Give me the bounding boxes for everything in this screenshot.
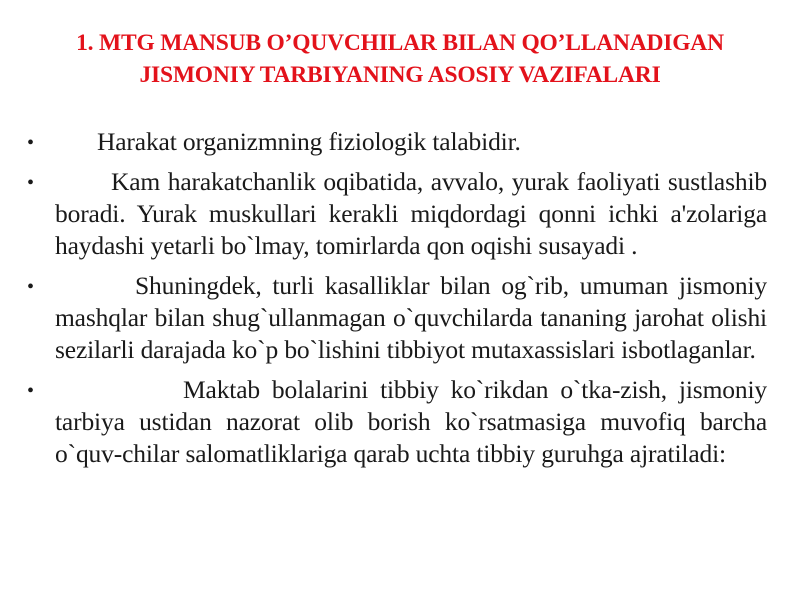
bullet-item [0, 374, 800, 470]
bullet-item [0, 166, 800, 262]
slide-title-line-2: JISMONIY TARBIYANING ASOSIY VAZIFALARI [139, 62, 661, 88]
bullet-item [0, 270, 800, 366]
bullet-text: Kam harakatchanlik oqibatida, avvalo, yurak faoliyati sustlashib boradi. Yurak muskullari kerakli miqdordagi qonni ichki a'zolariga haydashi yetarli bo`lmay, tomirlarda qon oqishi susayadi . [55, 167, 767, 260]
bullet-text: Maktab bolalarini tibbiy ko`rikdan o`tka-zish, jismoniy tarbiya ustidan nazorat olib borish ko`rsatmasiga muvofiq barcha o`quv-chilar salomatliklariga qarab uchta tibbiy guruhga ajratiladi: [55, 375, 767, 468]
bullet-icon: • [27, 276, 35, 298]
bullet-text: Harakat organizmning fiziologik talabidir. [97, 127, 521, 156]
slide-title [20, 27, 780, 91]
bullet-icon: • [27, 380, 35, 402]
bullet-list [0, 126, 800, 478]
bullet-icon: • [27, 132, 35, 154]
bullet-icon: • [27, 172, 35, 194]
slide-title-line-1: 1. MTG MANSUB O’QUVCHILAR BILAN QO’LLANADIGAN [76, 30, 724, 56]
bullet-item [0, 126, 800, 158]
bullet-text: Shuningdek, turli kasalliklar bilan og`rib, umuman jismoniy mashqlar bilan shug`ullanmagan o`quvchilarda tananing jarohat olishi sezilarli darajada ko`p bo`lishini tibbiyot mutaxassislari isbotlaganlar. [55, 271, 767, 364]
